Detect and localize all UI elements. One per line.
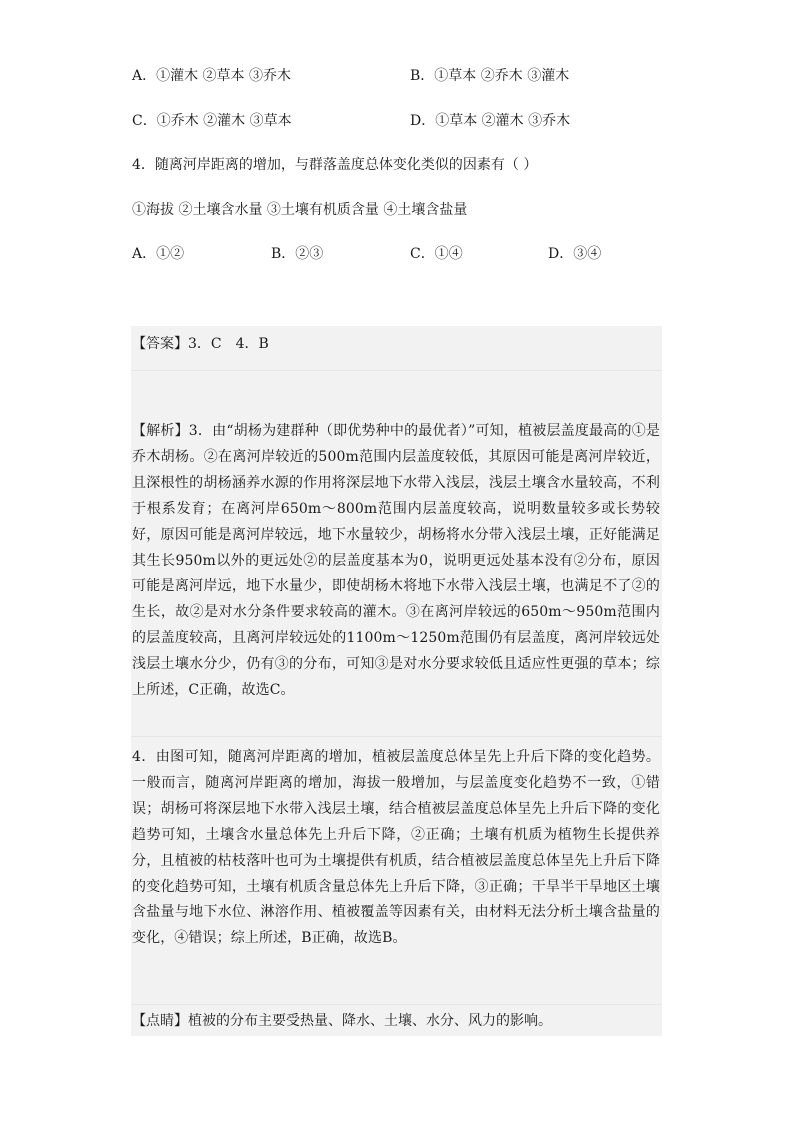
analysis-q3: 【解析】3．由“胡杨为建群种（即优势种中的最优者）”可知，植被层盖度最高的①是乔木胡杨。②在离河岸较近的500m范围内层盖度较低，其原因可能是离河岸较近，且深根性的胡杨涵养水源的作用将深层地下水带入浅层，浅层土壤含水量较高，不利于根系发育；在离河岸650m～800m范围内层盖度较高，说明数量较多或长势较好，原因可能是离河岸较远，地下水量较少，胡杨将水分带入浅层土壤，正好能满足其生长950m以外的更远处②的层盖度基本为0，说明更远处基本没有②分布，原因可能是离河岸远，地下水量少，即使胡杨木将地下水带入浅层土壤，也满足不了②的生长，故②是对水分条件要求较高的灌木。③在离河岸较远的650m～950m范围内的层盖度较高，且离河岸较远处的1100m～1250m范围仍有层盖度，离河岸较远处浅层土壤水分少，仍有③的分布，可知③是对水分要求较低且适应性更强的草本；综上所述，C正确，故选C。 xyxy=(132,423,660,699)
q3-option-c[interactable]: C．①乔木 ②灌木 ③草本 xyxy=(132,113,292,129)
q3-options-row-1 xyxy=(132,65,672,87)
analysis-q4: 4．由图可知，随离河岸距离的增加，植被层盖度总体呈先上升后下降的变化趋势。一般而言，随离河岸距离的增加，海拔一般增加，与层盖度变化趋势不一致，①错误；胡杨可将深层地下水带入浅层土壤，结合植被层盖度总体呈先上升后下降的变化趋势可知，土壤含水量总体先上升后下降，②正确；土壤有机质为植物生长提供养分，且植被的枯枝落叶也可为土壤提供有机质，结合植被层盖度总体呈先上升后下降的变化趋势可知，土壤有机质含量总体先上升后下降，③正确；干旱半干旱地区土壤含盐量与地下水位、淋溶作用、植被覆盖等因素有关，由材料无法分析土壤含盐量的变化，④错误；综上所述，B正确，故选B。 xyxy=(132,749,660,947)
analysis-divider xyxy=(131,736,662,737)
tip-divider xyxy=(131,1004,662,1005)
tip-line: 【点睛】植被的分布主要受热量、降水、土壤、水分、风力的影响。 xyxy=(132,1013,552,1029)
q3-options-row-2 xyxy=(132,110,672,132)
q4-factors: ①海拔 ②土壤含水量 ③土壤有机质含量 ④土壤含盐量 xyxy=(132,202,468,218)
q3-option-b[interactable]: B．①草本 ②乔木 ③灌木 xyxy=(410,68,570,84)
q4-option-b[interactable]: B．②③ xyxy=(271,246,324,262)
q3-option-a[interactable]: A．①灌木 ②草本 ③乔木 xyxy=(132,68,292,84)
q4-option-c[interactable]: C．①④ xyxy=(410,246,463,262)
q4-options-row xyxy=(132,243,672,265)
q3-option-d[interactable]: D．①草本 ②灌木 ③乔木 xyxy=(410,113,571,129)
answer-line: 【答案】3．C 4．B xyxy=(132,336,269,352)
q4-option-a[interactable]: A．①② xyxy=(132,246,185,262)
answer-divider xyxy=(131,370,662,371)
q4-stem: 4．随离河岸距离的增加，与群落盖度总体变化类似的因素有（ ） xyxy=(132,157,538,173)
q4-option-d[interactable]: D．③④ xyxy=(548,246,602,262)
